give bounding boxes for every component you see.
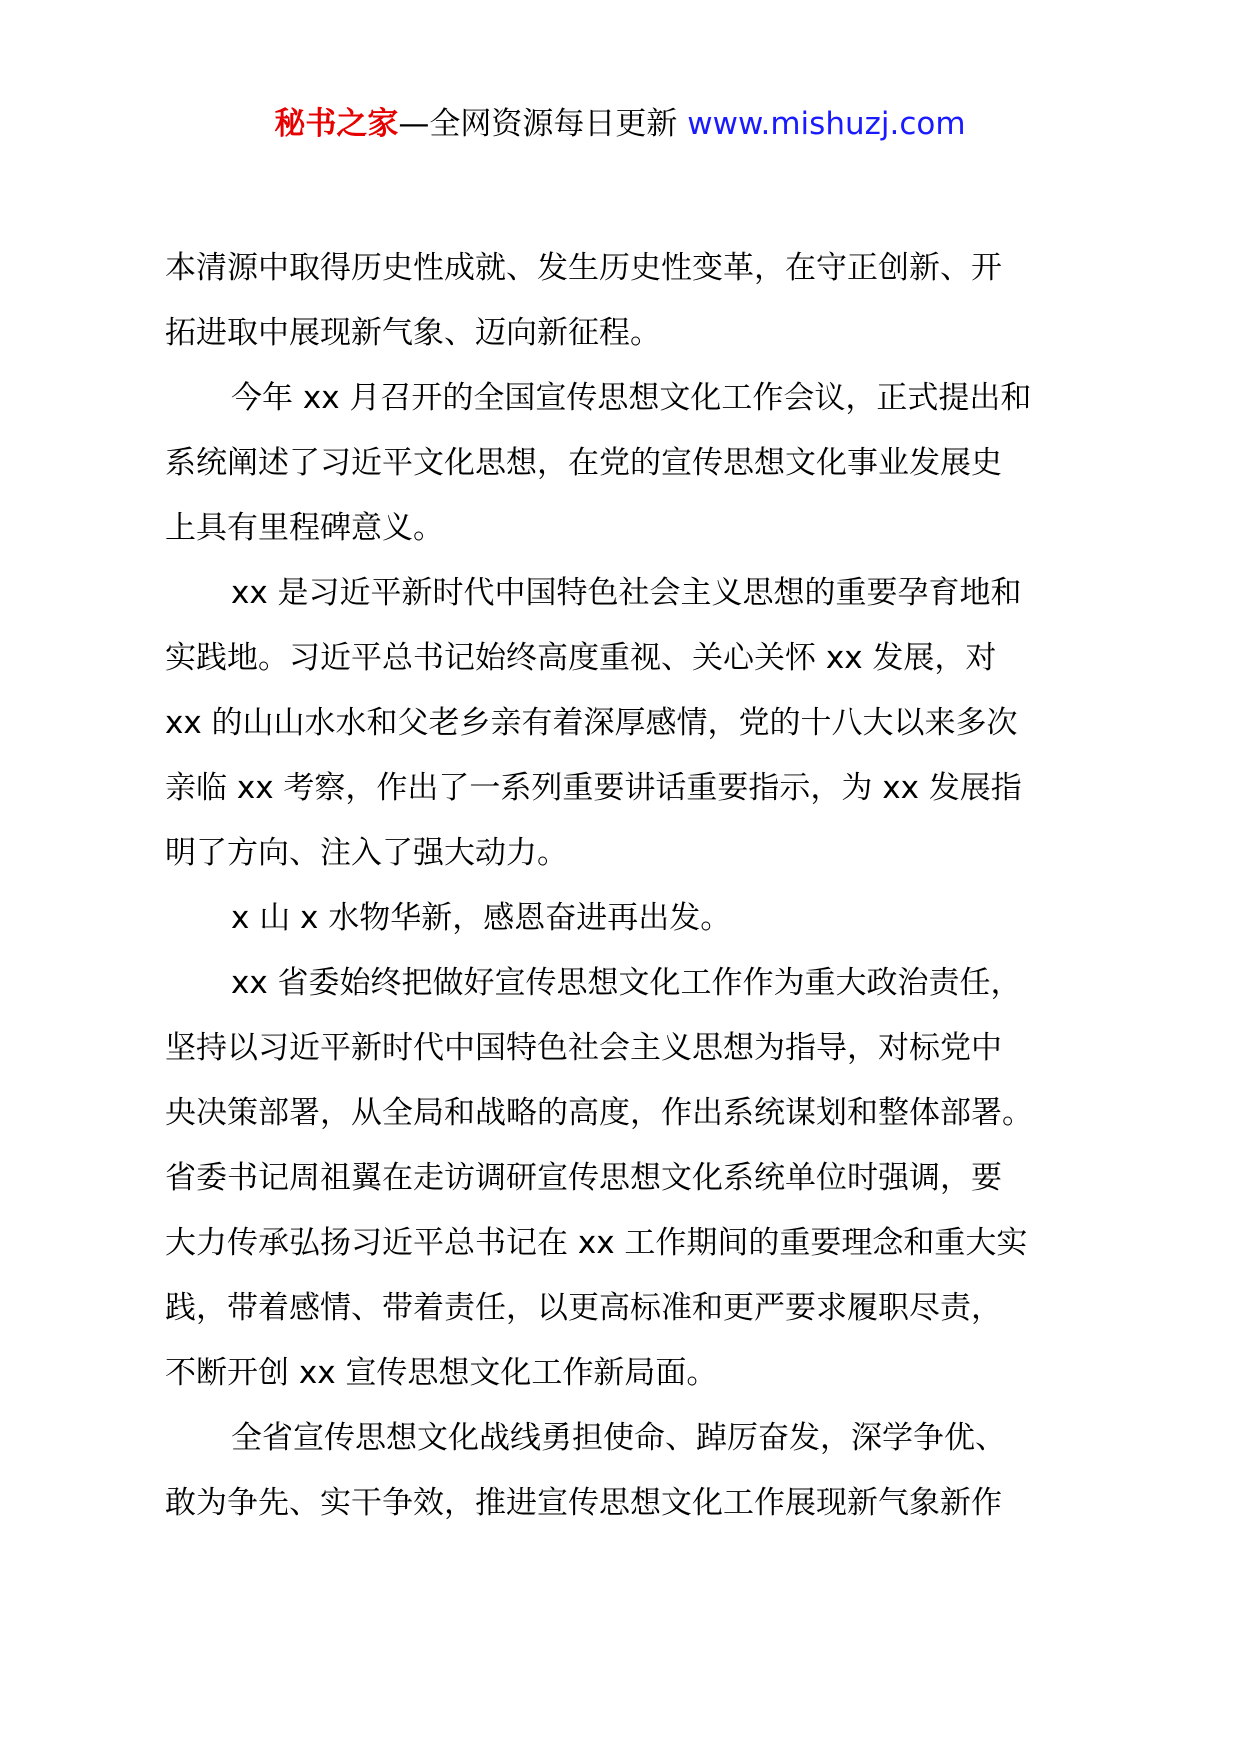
text-line: 上具有里程碑意义。 <box>165 510 444 546</box>
text-line: 本清源中取得历史性成就、发生历史性变革，在守正创新、开 <box>165 250 1002 286</box>
brand-name: 秘书之家 <box>274 106 399 142</box>
paragraph <box>165 951 1095 1406</box>
text-line: xx 省委始终把做好宣传思想文化工作作为重大政治责任， <box>231 965 1022 1001</box>
paragraph <box>165 236 1095 366</box>
text-line: 全省宣传思想文化战线勇担使命、踔厉奋发，深学争优、 <box>231 1420 1006 1456</box>
text-line: 明了方向、注入了强大动力。 <box>165 835 568 871</box>
text-line: 不断开创 xx 宣传思想文化工作新局面。 <box>165 1355 718 1391</box>
text-line: 亲临 xx 考察，作出了一系列重要讲话重要指示，为 xx 发展指 <box>165 770 1022 806</box>
text-line: 敢为争先、实干争效，推进宣传思想文化工作展现新气象新作 <box>165 1485 1002 1521</box>
paragraph <box>165 1406 1095 1536</box>
paragraph <box>165 561 1095 886</box>
text-line: xx 的山山水水和父老乡亲有着深厚感情，党的十八大以来多次 <box>165 705 1018 741</box>
text-line: 拓进取中展现新气象、迈向新征程。 <box>165 315 661 351</box>
text-line: 系统阐述了习近平文化思想，在党的宣传思想文化事业发展史 <box>165 445 1002 481</box>
header-tagline: —全网资源每日更新 <box>398 106 688 142</box>
paragraph <box>165 886 1095 951</box>
text-line: 央决策部署，从全局和战略的高度，作出系统谋划和整体部署。 <box>165 1095 1033 1131</box>
page-header <box>0 100 1240 148</box>
text-line: 践，带着感情、带着责任，以更高标准和更严要求履职尽责， <box>165 1290 1002 1326</box>
paragraph <box>165 366 1095 561</box>
website-url[interactable]: www.mishuzj.com <box>687 106 966 142</box>
text-line: 大力传承弘扬习近平总书记在 xx 工作期间的重要理念和重大实 <box>165 1225 1028 1261</box>
document-body <box>165 236 1095 1536</box>
text-line: xx 是习近平新时代中国特色社会主义思想的重要孕育地和 <box>231 575 1022 611</box>
text-line: 省委书记周祖翼在走访调研宣传思想文化系统单位时强调，要 <box>165 1160 1002 1196</box>
text-line: 实践地。习近平总书记始终高度重视、关心关怀 xx 发展，对 <box>165 640 997 676</box>
text-line: 今年 xx 月召开的全国宣传思想文化工作会议，正式提出和 <box>231 380 1032 416</box>
text-line: 坚持以习近平新时代中国特色社会主义思想为指导，对标党中 <box>165 1030 1002 1066</box>
text-line: x 山 x 水物华新，感恩奋进再出发。 <box>231 900 732 936</box>
